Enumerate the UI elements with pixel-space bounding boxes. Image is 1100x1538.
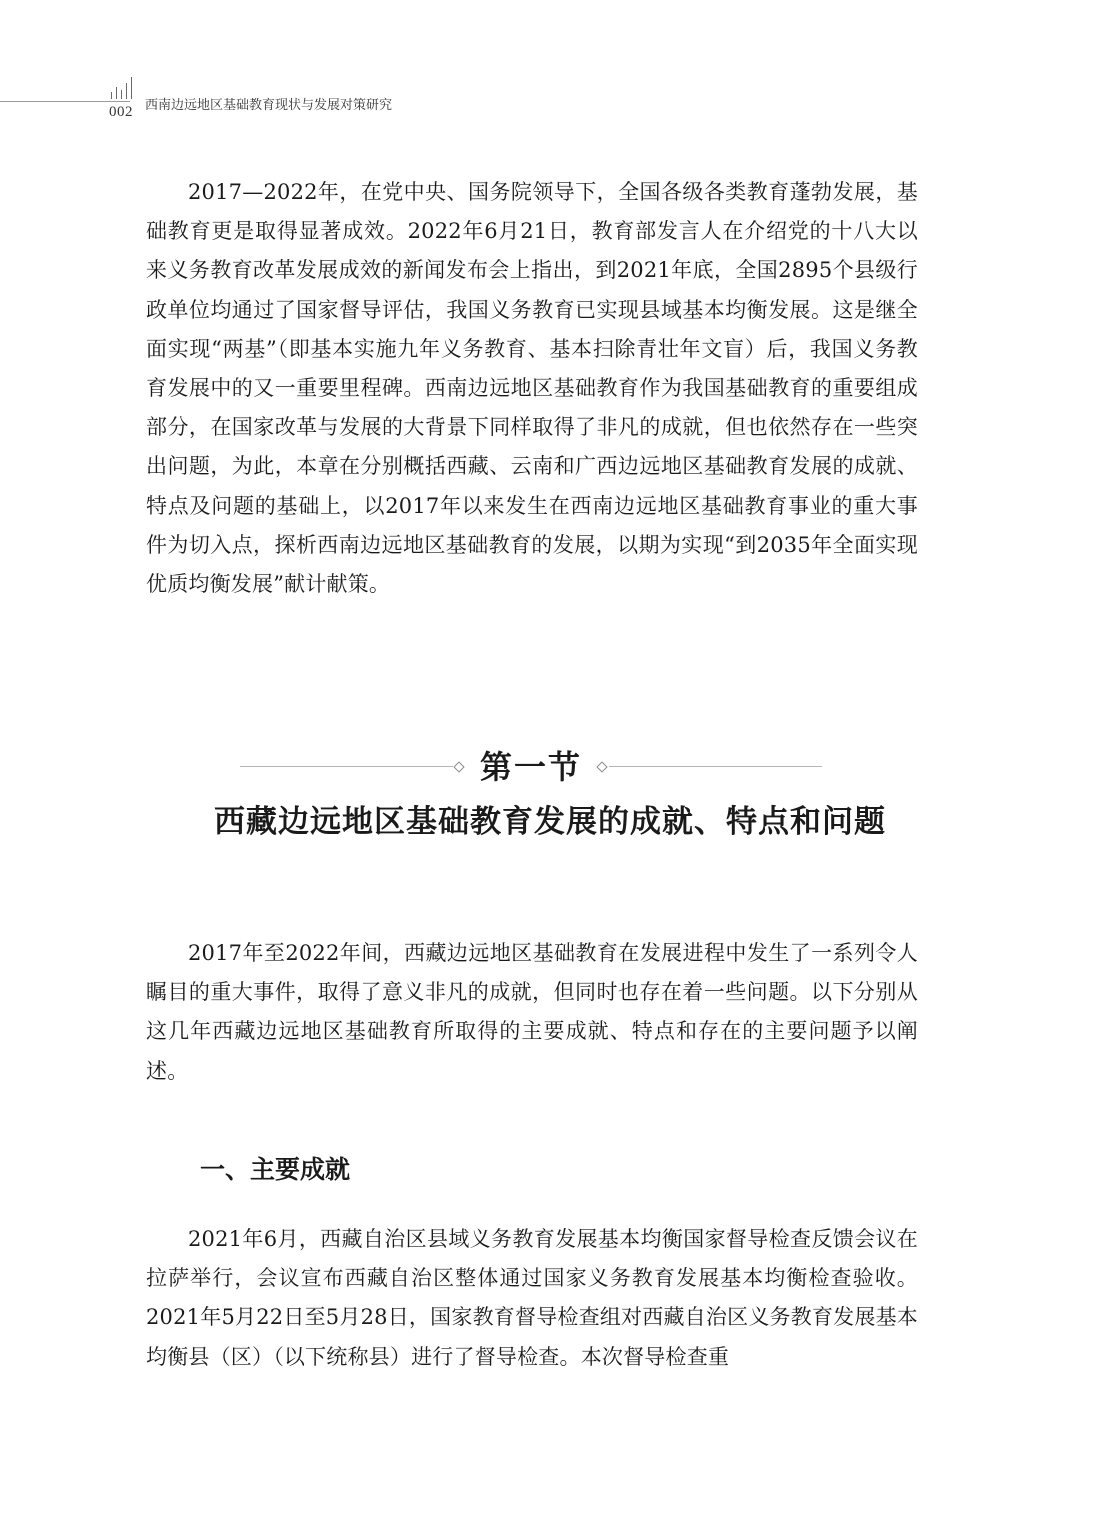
subsection-paragraph: 2021年6月，西藏自治区县域义务教育发展基本均衡国家督导检查反馈会议在拉萨举行，会议宣布西藏自治区整体通过国家义务教育发展基本均衡检查验收。2021年5月22日至5月28日，国家教育督导检查组对西藏自治区义务教育发展基本均衡县（区）（以下统称县）进行了督导检查。本次督导检查重 xyxy=(146,1227,918,1369)
diamond-right-icon xyxy=(596,761,607,772)
bar-ornament-icon xyxy=(111,77,135,99)
section-label: 第一节 xyxy=(479,748,582,786)
intro-paragraph: 2017—2022年，在党中央、国务院领导下，全国各级各类教育蓬勃发展，基础教育更是取得显著成效。2022年6月21日，教育部发言人在介绍党的十八大以来义务教育改革发展成效的新闻发布会上指出，到2021年底，全国2895个县级行政单位均通过了国家督导评估，我国义务教育已实现县域基本均衡发展。这是继全面实现“两基”（即基本实施九年义务教育、基本扫除青壮年文盲）后，我国义务教育发展中的又一重要里程碑。西南边远地区基础教育作为我国基础教育的重要组成部分，在国家改革与发展的大背景下同样取得了非凡的成就，但也依然存在一些突出问题，为此，本章在分别概括西藏、云南和广西边远地区基础教育发展的成就、特点及问题的基础上，以2017年以来发生在西南边远地区基础教育事业的重大事件为切入点，探析西南边远地区基础教育的发展，以期为实现“到2035年全面实现优质均衡发展”献计献策。 xyxy=(146,180,918,597)
section-label-row xyxy=(240,745,822,789)
section-rule-right xyxy=(609,766,822,767)
section-title: 西藏边远地区基础教育发展的成就、特点和问题 xyxy=(214,804,886,840)
subsection-heading: 一、主要成就 xyxy=(200,1155,351,1184)
running-header xyxy=(0,70,1100,130)
section-rule-left xyxy=(240,766,453,767)
section-intro-paragraph: 2017年至2022年间，西藏边远地区基础教育在发展进程中发生了一系列令人瞩目的重大事件，取得了意义非凡的成就，但同时也存在着一些问题。以下分别从这几年西藏边远地区基础教育所取得的主要成就、特点和存在的主要问题予以阐述。 xyxy=(146,941,918,1083)
header-rule xyxy=(0,101,130,102)
running-title: 西南边远地区基础教育现状与发展对策研究 xyxy=(145,98,393,113)
diamond-left-icon xyxy=(453,761,464,772)
page-number: 002 xyxy=(109,104,133,120)
